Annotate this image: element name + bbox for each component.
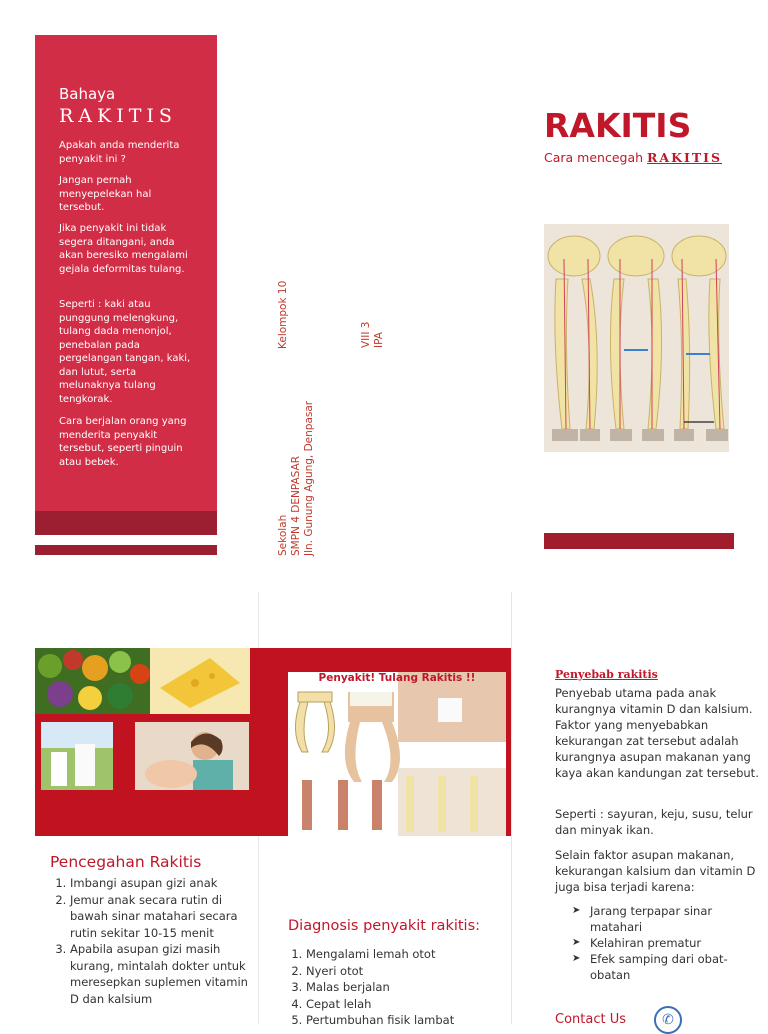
prevention-heading: Pencegahan Rakitis — [50, 853, 202, 871]
school-label: Sekolah — [277, 514, 289, 556]
group-label: Kelompok 10 — [277, 280, 289, 349]
list-item: 1. Imbangi asupan gizi anak — [70, 875, 260, 892]
school-name: SMPN 4 DENPASAR — [290, 455, 302, 556]
cover-subtitle-word: RAKITIS — [647, 150, 722, 165]
intro-panel — [35, 35, 217, 535]
list-item: ➤ Jarang terpapar sinar matahari — [572, 903, 752, 935]
list-item: 3. Malas berjalan — [306, 979, 516, 996]
intro-paragraph: Apakah anda menderita penyakit ini ? — [59, 140, 180, 165]
cover-accent-bar — [544, 533, 734, 549]
diagnosis-heading: Diagnosis penyakit rakitis: — [288, 918, 481, 934]
school-info — [277, 401, 316, 556]
intro-paragraph: Cara berjalan orang yang menderita penyakit tersebut, seperti pinguin atau bebek. — [59, 416, 187, 468]
intro-accent-bar — [35, 545, 217, 555]
intro-title: RAKITIS — [59, 105, 177, 127]
list-item: ➤ Efek samping dari obat-obatan — [572, 951, 752, 983]
intro-paragraph: Seperti : kaki atau punggung melengkung, tulang dada menonjol, penebalan pada pergelangan tangan, kaki, dan lutut, serta melunaknya tulang tengkorak. — [59, 299, 191, 405]
milk-image — [41, 722, 113, 790]
list-item: 4. Cepat lelah — [306, 996, 516, 1013]
prevention-list — [52, 875, 260, 1007]
cheese-image — [150, 648, 250, 714]
list-item: ➤ Kelahiran prematur — [572, 935, 752, 951]
cause-paragraph: Penyebab utama pada anak kurangnya vitamin D dan kalsium. Faktor yang menyebabkan kekurangan zat tersebut adalah kurangnya asupan makanan yang kaya akan kandungan zat tersebut. — [555, 686, 759, 780]
list-item: 5. Pertumbuhan fisik lambat — [306, 1012, 516, 1029]
intro-paragraph: Jangan pernah menyepelekan hal tersebut. — [59, 175, 152, 213]
list-item: 2. Jemur anak secara rutin di bawah sinar matahari secara rutin sekitar 10-15 menit — [70, 892, 260, 942]
list-item: 2. Nyeri otot — [306, 963, 516, 980]
cause-paragraph: Selain faktor asupan makanan, kekurangan kalsium dan vitamin D juga bisa terjadi karena: — [555, 848, 756, 894]
diagnosis-list — [288, 946, 516, 1029]
intro-paragraph: Jika penyakit ini tidak segera ditangani, anda akan beresiko mengalami gejala deformitas tulang. — [59, 223, 188, 275]
intro-kicker: Bahaya — [59, 85, 116, 103]
cover-subtitle — [544, 150, 744, 166]
contact-label: Contact Us — [555, 1012, 626, 1027]
cause-paragraph: Seperti : sayuran, keju, susu, telur dan minyak ikan. — [555, 807, 753, 837]
vegetables-image — [35, 648, 150, 714]
class-line: IPA — [373, 332, 385, 348]
phone-icon: ✆ — [654, 1006, 682, 1034]
cause-title: Penyebab rakitis — [555, 668, 658, 681]
class-label — [360, 322, 386, 349]
intro-footer-bar — [35, 511, 217, 535]
school-address: Jln. Gunung Agung, Denpasar — [303, 400, 315, 556]
rickets-poster — [288, 672, 506, 836]
mother-baby-image — [135, 722, 249, 790]
poster-title: Penyakit! Tulang Rakitis !! — [318, 672, 476, 684]
class-line: VIII 3 — [360, 321, 372, 348]
legs-skeleton-image — [544, 224, 729, 452]
cause-reasons-list — [572, 903, 752, 983]
list-item: 3. Apabila asupan gizi masih kurang, mintalah dokter untuk meresepkan suplemen vitamin D dan kalsium — [70, 941, 260, 1007]
cover-subtitle-prefix: Cara mencegah — [544, 150, 648, 165]
list-item: 1. Mengalami lemah otot — [306, 946, 516, 963]
cover-title: RAKITIS — [544, 106, 692, 145]
